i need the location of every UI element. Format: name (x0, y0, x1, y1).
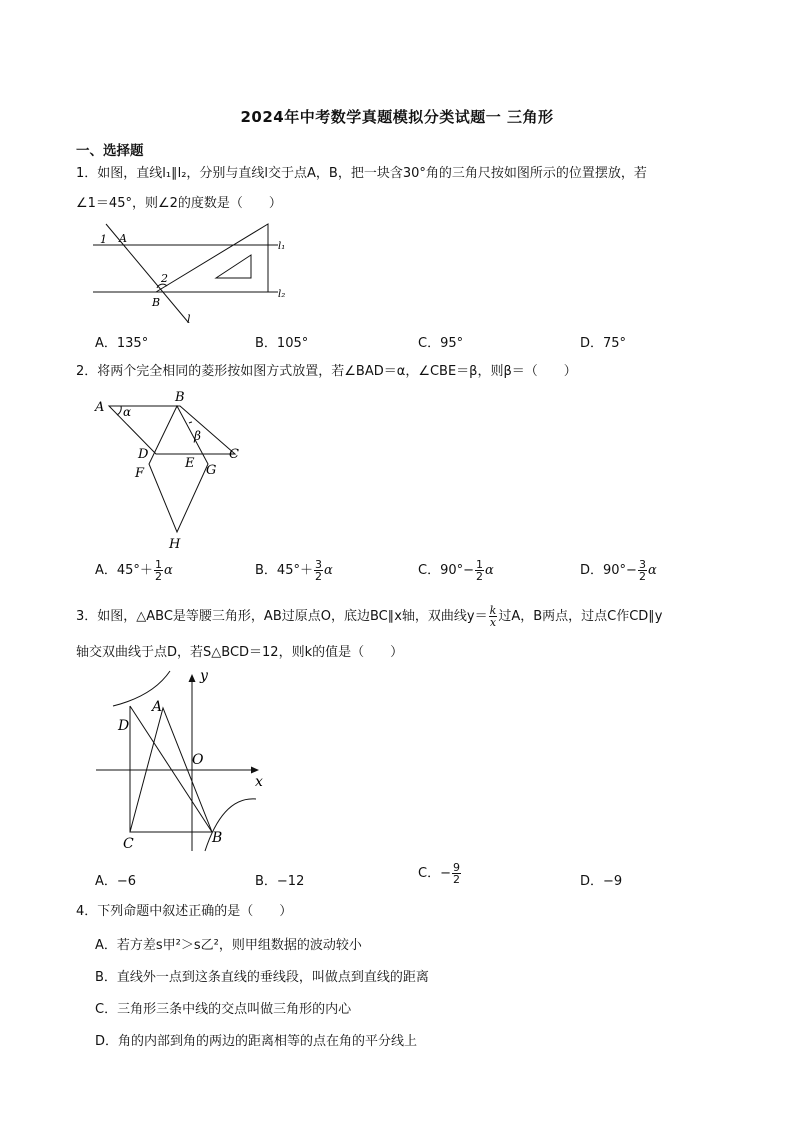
q2-option-c-den: 2 (476, 570, 484, 583)
q1-stem-line2: ∠1＝45°，则∠2的度数是（ ） (76, 196, 282, 211)
beta-arc (189, 422, 192, 423)
point-a-label: A (152, 699, 163, 715)
q1-figure (88, 220, 298, 332)
q2-option-a-prefix: A．45°＋ (95, 563, 153, 578)
q3-stem-line2: 轴交双曲线于点D，若S△BCD＝12，则k的值是（ ） (76, 645, 404, 660)
q3-option-c-fraction (452, 862, 461, 885)
point-a-label: A (119, 232, 127, 245)
q3-stem-line1 (76, 605, 662, 628)
rhombus-bfhg (149, 406, 208, 532)
q4-option-a[interactable]: A．若方差s甲²＞s乙²，则甲组数据的波动较小 (95, 938, 362, 953)
q1-stem-line1: 1．如图，直线l₁∥l₂，分别与直线l交于点A，B，把一块含30°角的三角尺按如图所示的位置摆放，若 (76, 166, 647, 181)
q2-option-c-fraction (475, 559, 484, 582)
q2-option-d[interactable] (580, 559, 657, 582)
q2-option-a-den: 2 (154, 570, 162, 583)
q4-option-b[interactable]: B．直线外一点到这条直线的垂线段，叫做点到直线的距离 (95, 970, 429, 985)
q4-option-d[interactable]: D．角的内部到角的两边的距离相等的点在角的平分线上 (95, 1034, 418, 1049)
point-h-label: H (169, 537, 181, 551)
q3-option-c-den: 2 (452, 873, 460, 886)
q2-option-c-num: 1 (476, 558, 484, 571)
set-square-inner (216, 255, 251, 278)
q3-hyperbola-fraction (489, 605, 498, 628)
beta-label: β (194, 429, 201, 443)
segment-db (130, 706, 212, 832)
q3-stem-part-b: 过A，B两点，过点C作CD∥y (498, 609, 663, 624)
q2-figure (88, 386, 253, 551)
section-heading: 一、选择题 (76, 143, 144, 159)
q4-option-c[interactable]: C．三角形三条中线的交点叫做三角形的内心 (95, 1002, 352, 1017)
point-a-label: A (95, 400, 105, 415)
angle1-label: 1 (100, 233, 107, 246)
q2-option-b-fraction (314, 559, 323, 582)
q4-stem: 4．下列命题中叙述正确的是（ ） (76, 904, 293, 919)
line-l1-label: l₁ (278, 241, 286, 252)
point-b-label: B (212, 830, 223, 846)
q2-option-a-fraction (154, 559, 163, 582)
origin-label: O (192, 752, 204, 768)
point-e-label: E (185, 456, 195, 471)
point-c-label: C (229, 447, 239, 462)
q3-stem-part-a: 3．如图，△ABC是等腰三角形，AB过原点O，底边BC∥x轴，双曲线y＝ (76, 609, 488, 624)
q3-option-d[interactable]: D．−9 (580, 874, 623, 889)
q3-option-c[interactable] (418, 862, 462, 885)
q1-option-c[interactable]: C．95° (418, 336, 464, 351)
x-axis-label: x (255, 774, 263, 790)
q2-option-b-prefix: B．45°＋ (255, 563, 313, 578)
q3-option-b[interactable]: B．−12 (255, 874, 305, 889)
x-axis-arrow (251, 767, 259, 774)
q3-frac-den: x (489, 616, 497, 629)
q3-option-c-num: 9 (452, 861, 460, 874)
q1-option-d[interactable]: D．75° (580, 336, 627, 351)
page-title: 2024年中考数学真题模拟分类试题一 三角形 (240, 108, 554, 126)
alpha-arc (117, 406, 121, 415)
point-b-label: B (175, 390, 185, 405)
q2-option-d-suffix: α (647, 563, 657, 578)
q1-option-b[interactable]: B．105° (255, 336, 309, 351)
q3-option-a[interactable]: A．−6 (95, 874, 137, 889)
q3-frac-num: k (489, 604, 497, 617)
q2-option-d-fraction (638, 559, 647, 582)
y-axis-arrow (189, 674, 196, 682)
q2-option-b-num: 3 (314, 558, 322, 571)
q2-option-c-suffix: α (485, 563, 494, 578)
point-d-label: D (118, 718, 130, 734)
angle2-label: 2 (161, 272, 168, 285)
q2-option-b[interactable] (255, 559, 333, 582)
q2-option-d-den: 2 (638, 570, 646, 583)
point-b-label: B (152, 296, 161, 309)
q2-option-d-prefix: D．90°− (580, 563, 637, 578)
alpha-label: α (123, 405, 132, 419)
q2-option-b-suffix: α (323, 563, 333, 578)
q3-option-c-prefix: C．− (418, 866, 451, 881)
q2-option-c[interactable] (418, 559, 494, 582)
q1-option-a[interactable]: A．135° (95, 336, 149, 351)
q3-figure (88, 666, 273, 856)
y-axis-label: y (200, 668, 208, 684)
point-c-label: C (123, 836, 134, 852)
q2-option-a-suffix: α (163, 563, 173, 578)
q2-stem: 2．将两个完全相同的菱形按如图方式放置，若∠BAD＝α，∠CBE＝β，则β＝（ ） (76, 364, 577, 379)
q2-option-a[interactable] (95, 559, 173, 582)
q2-option-c-prefix: C．90°− (418, 563, 475, 578)
q2-option-d-num: 3 (638, 558, 646, 571)
line-l-label: l (187, 313, 191, 326)
line-l2-label: l₂ (278, 289, 286, 300)
point-f-label: F (135, 466, 145, 481)
q2-option-b-den: 2 (314, 570, 322, 583)
point-g-label: G (206, 463, 217, 478)
q2-option-a-num: 1 (154, 558, 162, 571)
point-d-label: D (138, 447, 149, 462)
